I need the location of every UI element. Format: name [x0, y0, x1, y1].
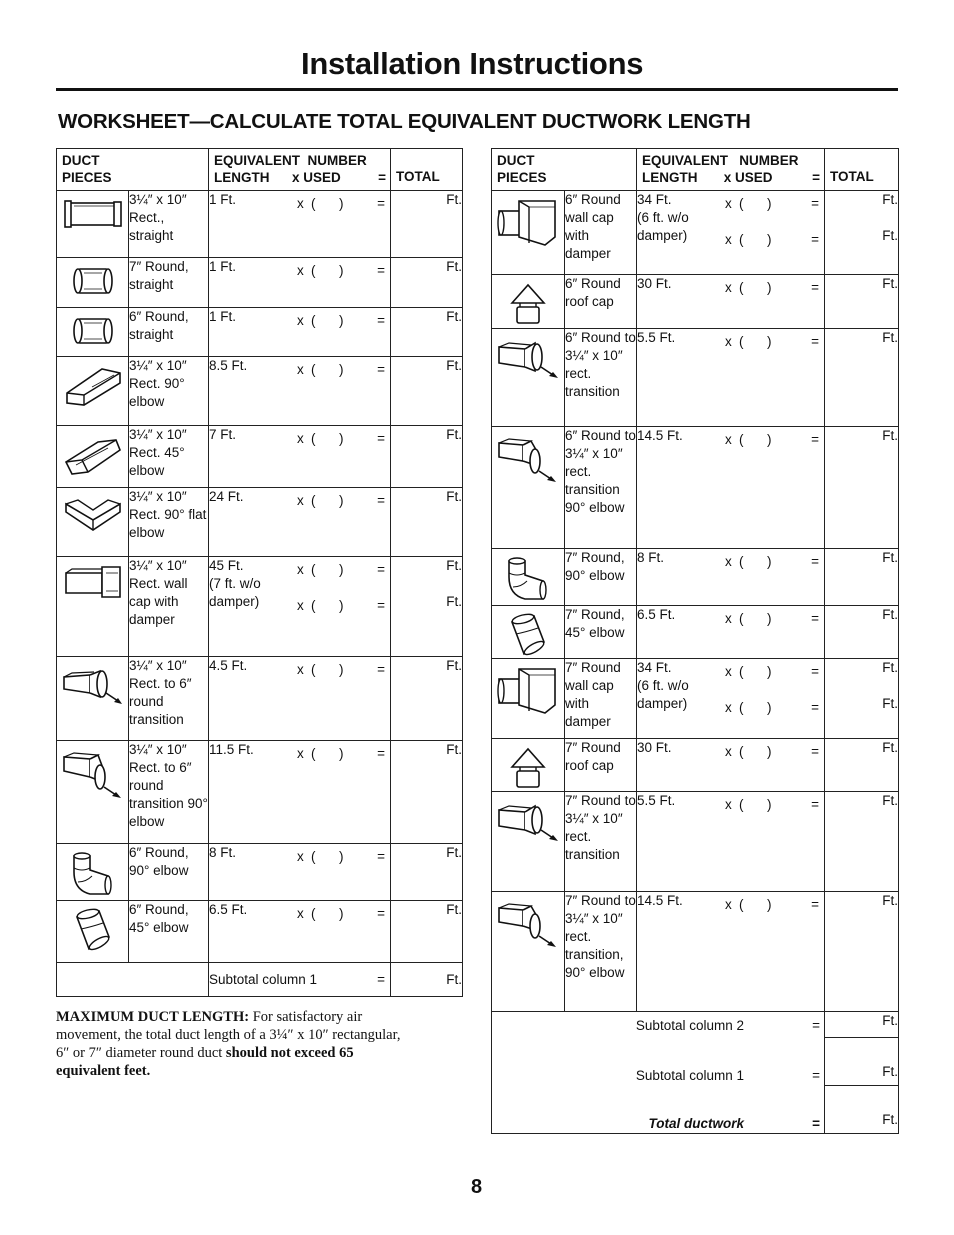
number-used-open[interactable]: (: [739, 664, 744, 679]
number-used-close: ): [767, 232, 772, 247]
total-unit: Ft.: [882, 696, 898, 711]
equivalent-number-cell: [637, 892, 825, 1012]
duct-piece-row: [57, 258, 463, 308]
equivalent-number-cell: [637, 792, 825, 892]
multiply-sign: x: [297, 906, 304, 921]
duct-piece-name: 7″ Round to 3¼″ x 10″ rect. transition: [565, 792, 637, 892]
header-duct-pieces: DUCT PIECES: [57, 149, 209, 191]
equivalent-length: 1 Ft.: [209, 309, 237, 324]
roof-cap-icon: [492, 739, 565, 792]
duct-piece-name: 6″ Round, straight: [129, 308, 209, 357]
number-used-close: ): [767, 554, 772, 569]
number-used-open[interactable]: (: [739, 700, 744, 715]
total-unit: Ft.: [446, 309, 462, 324]
equivalent-number-cell: [209, 901, 391, 963]
worksheet-table-left: [56, 148, 463, 997]
subtotal-col2-total[interactable]: Ft.: [825, 1012, 899, 1038]
equivalent-length: 6.5 Ft.: [637, 607, 676, 622]
multiply-sign: x: [297, 746, 304, 761]
total-unit: Ft.: [882, 192, 898, 207]
number-used-open[interactable]: (: [311, 562, 316, 577]
number-used-close: ): [339, 746, 344, 761]
number-used-open[interactable]: (: [311, 662, 316, 677]
round-straight-icon: [57, 258, 129, 308]
equivalent-number-cell: [637, 191, 825, 275]
duct-piece-row: [57, 901, 463, 963]
total-unit: Ft.: [446, 489, 462, 504]
total-unit: Ft.: [446, 192, 462, 207]
equals-sign: =: [811, 334, 819, 349]
duct-piece-row: [492, 427, 899, 549]
equivalent-length: 7 Ft.: [209, 427, 237, 442]
number-used-open[interactable]: (: [739, 897, 744, 912]
number-used-open[interactable]: (: [311, 906, 316, 921]
number-used-open[interactable]: (: [739, 611, 744, 626]
multiply-sign: x: [725, 664, 732, 679]
total-cell[interactable]: [825, 191, 899, 275]
multiply-sign: x: [725, 280, 732, 295]
duct-piece-name: 7″ Round, straight: [129, 258, 209, 308]
equivalent-length: 8.5 Ft.: [209, 358, 248, 373]
subtotal-col1-total[interactable]: Ft.: [825, 1038, 899, 1086]
multiply-sign: x: [725, 554, 732, 569]
number-used-open[interactable]: (: [311, 849, 316, 864]
equivalent-number-cell: [209, 258, 391, 308]
header-total: TOTAL: [391, 149, 463, 191]
number-used-open[interactable]: (: [739, 744, 744, 759]
total-unit: Ft.: [882, 228, 898, 243]
number-used-close: ): [339, 598, 344, 613]
duct-piece-row: [57, 191, 463, 258]
equivalent-number-cell: [637, 329, 825, 427]
roof-cap-icon: [492, 275, 565, 329]
total-unit: Ft.: [446, 902, 462, 917]
multiply-sign: x: [297, 362, 304, 377]
duct-piece-row: [57, 357, 463, 426]
rect-wall-cap-icon: [57, 557, 129, 657]
title-rule: [56, 88, 898, 91]
rect-straight-icon: [57, 191, 129, 258]
equals-sign: =: [377, 493, 385, 508]
equivalent-length: 8 Ft.: [209, 845, 237, 860]
page-number: 8: [471, 1176, 483, 1198]
number-used-open[interactable]: (: [311, 746, 316, 761]
multiply-sign: x: [297, 598, 304, 613]
equals-sign: =: [811, 280, 819, 295]
number-used-close: ): [767, 196, 772, 211]
duct-piece-row: [57, 557, 463, 657]
equivalent-number-cell: [209, 557, 391, 657]
equivalent-length: 30 Ft.: [637, 740, 672, 755]
equals-sign: =: [377, 598, 385, 613]
number-used-close: ): [767, 280, 772, 295]
equivalent-number-cell: [209, 426, 391, 488]
equals-sign: =: [377, 849, 385, 864]
round-wall-cap-icon: [492, 191, 565, 275]
number-used-close: ): [339, 263, 344, 278]
equivalent-number-cell: [209, 844, 391, 901]
duct-piece-row: [57, 488, 463, 557]
duct-piece-name: 7″ Round, 45° elbow: [565, 606, 637, 659]
duct-piece-name: 7″ Round wall cap with damper: [565, 659, 637, 739]
duct-piece-name: 3¼″ x 10″ Rect. to 6″ round transition: [129, 657, 209, 741]
duct-piece-row: [492, 275, 899, 329]
equivalent-length: 1 Ft.: [209, 192, 237, 207]
total-unit: Ft.: [882, 793, 898, 808]
subtotal-col2-row: Subtotal column 2 = Subtotal column 1 = Total ductwork = Ft.: [492, 1012, 899, 1038]
duct-piece-name: 6″ Round wall cap with damper: [565, 191, 637, 275]
round-to-rect-transition-icon: [492, 792, 565, 892]
total-cell[interactable]: [825, 792, 899, 892]
total-cell[interactable]: [391, 488, 463, 557]
duct-piece-name: 3¼″ x 10″ Rect. 90° flat elbow: [129, 488, 209, 557]
equals-sign: =: [811, 611, 819, 626]
multiply-sign: x: [297, 562, 304, 577]
number-used-open[interactable]: (: [311, 263, 316, 278]
multiply-sign: x: [725, 196, 732, 211]
total-cell[interactable]: [391, 308, 463, 357]
equals-sign: =: [377, 263, 385, 278]
equivalent-number-cell: [637, 427, 825, 549]
equals-sign: =: [811, 797, 819, 812]
duct-piece-row: [57, 844, 463, 901]
duct-piece-name: 3¼″ x 10″ Rect. 45° elbow: [129, 426, 209, 488]
duct-piece-row: [492, 792, 899, 892]
total-unit: Ft.: [446, 427, 462, 442]
subtotal-row: Subtotal column 1 = Ft.: [57, 963, 463, 997]
equivalent-length: 8 Ft.: [637, 550, 665, 565]
equals-sign: =: [811, 196, 819, 211]
duct-piece-name: 7″ Round to 3¼″ x 10″ rect. transition, 90° elbow: [565, 892, 637, 1012]
equals-sign: =: [811, 232, 819, 247]
total-cell[interactable]: [391, 426, 463, 488]
equivalent-number-cell: [637, 606, 825, 659]
number-used-open[interactable]: (: [739, 196, 744, 211]
max-duct-length-note: MAXIMUM DUCT LENGTH: For satisfactory air movement, the total duct length of a 3¼″ x 10″ rectangular, 6″ or 7″ diameter round duct should not exceed 65 equivalent feet.: [56, 1009, 401, 1079]
round-wall-cap-icon: [492, 659, 565, 739]
rect-to-round-elbow-icon: [57, 741, 129, 844]
multiply-sign: x: [297, 849, 304, 864]
duct-piece-row: [57, 308, 463, 357]
number-used-close: ): [339, 562, 344, 577]
equals-sign: =: [377, 562, 385, 577]
duct-piece-row: [492, 892, 899, 1012]
equivalent-number-cell: [637, 659, 825, 739]
multiply-sign: x: [297, 263, 304, 278]
duct-piece-name: 3¼″ x 10″ Rect. to 6″ round transition 90° elbow: [129, 741, 209, 844]
multiply-sign: x: [725, 700, 732, 715]
header-duct-pieces: DUCT PIECES: [492, 149, 637, 191]
duct-piece-name: 6″ Round, 90° elbow: [129, 844, 209, 901]
duct-piece-row: [492, 329, 899, 427]
equivalent-length: 14.5 Ft.: [637, 893, 683, 908]
multiply-sign: x: [725, 797, 732, 812]
equivalent-length: 45 Ft. (7 ft. w/o damper): [209, 558, 261, 609]
duct-piece-name: 6″ Round to 3¼″ x 10″ rect. transition: [565, 329, 637, 427]
equivalent-number-cell: [209, 357, 391, 426]
equivalent-length: 24 Ft.: [209, 489, 244, 504]
subtotal-col2-label: Subtotal column 2: [635, 1018, 744, 1033]
total-unit: Ft.: [882, 740, 898, 755]
number-used-close: ): [767, 897, 772, 912]
number-used-open[interactable]: (: [311, 431, 316, 446]
number-used-open[interactable]: (: [311, 362, 316, 377]
equivalent-length: 14.5 Ft.: [637, 428, 683, 443]
header-equiv-number: EQUIVALENT NUMBER LENGTH x USED =: [209, 149, 391, 191]
subtotal-label: Subtotal column 1: [209, 971, 318, 987]
number-used-open[interactable]: (: [739, 232, 744, 247]
rect-to-round-transition-icon: [57, 657, 129, 741]
duct-piece-row: [57, 741, 463, 844]
number-used-close: ): [339, 662, 344, 677]
rect-flat-elbow-icon: [57, 488, 129, 557]
equivalent-number-cell: [209, 488, 391, 557]
equals-sign: =: [377, 313, 385, 328]
equivalent-number-cell: [209, 308, 391, 357]
duct-piece-name: 6″ Round, 45° elbow: [129, 901, 209, 963]
total-cell[interactable]: [391, 657, 463, 741]
duct-piece-name: 3¼″ x 10″ Rect., straight: [129, 191, 209, 258]
duct-piece-row: [492, 549, 899, 606]
duct-piece-row: [57, 657, 463, 741]
equals-sign: =: [811, 554, 819, 569]
total-cell[interactable]: [391, 357, 463, 426]
round-90-elbow-icon: [492, 549, 565, 606]
total-cell[interactable]: [825, 739, 899, 792]
number-used-close: ): [767, 744, 772, 759]
equals-sign: =: [377, 196, 385, 211]
equals-sign: =: [377, 431, 385, 446]
subtotal-col1-label: Subtotal column 1: [635, 1068, 744, 1083]
total-cell[interactable]: [391, 844, 463, 901]
equals-sign: =: [377, 662, 385, 677]
number-used-close: ): [339, 196, 344, 211]
equals-sign: =: [811, 744, 819, 759]
number-used-close: ): [767, 432, 772, 447]
total-unit: Ft.: [882, 428, 898, 443]
total-cell[interactable]: [391, 258, 463, 308]
rect-90-elbow-icon: [57, 357, 129, 426]
equivalent-length: 34 Ft. (6 ft. w/o damper): [637, 192, 689, 243]
rect-45-elbow-icon: [57, 426, 129, 488]
number-used-open[interactable]: (: [739, 797, 744, 812]
equals-sign: =: [811, 897, 819, 912]
equivalent-number-cell: [637, 739, 825, 792]
total-cell[interactable]: [391, 741, 463, 844]
multiply-sign: x: [725, 897, 732, 912]
round-to-rect-elbow-icon: [492, 427, 565, 549]
total-cell[interactable]: [391, 191, 463, 258]
duct-piece-name: 6″ Round roof cap: [565, 275, 637, 329]
duct-piece-row: [492, 659, 899, 739]
number-used-close: ): [339, 849, 344, 864]
total-cell[interactable]: [825, 549, 899, 606]
page-title: Installation Instructions: [301, 46, 644, 81]
equals-sign: =: [377, 362, 385, 377]
round-to-rect-elbow-icon: [492, 892, 565, 1012]
worksheet-table-right: [491, 148, 899, 1134]
worksheet-heading: WORKSHEET—CALCULATE TOTAL EQUIVALENT DUCTWORK LENGTH: [58, 110, 751, 133]
header-equiv-number: EQUIVALENT NUMBER LENGTH x USED =: [637, 149, 825, 191]
number-used-close: ): [339, 313, 344, 328]
multiply-sign: x: [297, 313, 304, 328]
total-cell[interactable]: [825, 329, 899, 427]
multiply-sign: x: [297, 196, 304, 211]
number-used-close: ): [339, 493, 344, 508]
equivalent-length: 1 Ft.: [209, 259, 237, 274]
multiply-sign: x: [297, 431, 304, 446]
round-45-elbow-icon: [492, 606, 565, 659]
number-used-open[interactable]: (: [739, 334, 744, 349]
total-unit: Ft.: [446, 845, 462, 860]
number-used-close: ): [767, 611, 772, 626]
equivalent-number-cell: [637, 549, 825, 606]
equals-sign: =: [377, 746, 385, 761]
round-90-elbow-icon: [57, 844, 129, 901]
multiply-sign: x: [297, 662, 304, 677]
number-used-close: ): [767, 700, 772, 715]
multiply-sign: x: [725, 232, 732, 247]
total-unit: Ft.: [882, 276, 898, 291]
number-used-open[interactable]: (: [739, 280, 744, 295]
equivalent-length: 5.5 Ft.: [637, 330, 676, 345]
equivalent-number-cell: [637, 275, 825, 329]
total-unit: Ft.: [882, 893, 898, 908]
total-cell[interactable]: [825, 275, 899, 329]
multiply-sign: x: [297, 493, 304, 508]
duct-piece-row: [57, 426, 463, 488]
number-used-open[interactable]: (: [739, 432, 744, 447]
equivalent-number-cell: [209, 657, 391, 741]
subtotal-total[interactable]: Ft.: [391, 963, 463, 997]
number-used-open[interactable]: (: [311, 196, 316, 211]
duct-piece-row: [492, 191, 899, 275]
total-unit: Ft.: [882, 330, 898, 345]
equals-sign: =: [811, 664, 819, 679]
duct-piece-name: 7″ Round roof cap: [565, 739, 637, 792]
equals-sign: =: [377, 906, 385, 921]
multiply-sign: x: [725, 334, 732, 349]
total-ductwork-label: Total ductwork: [648, 1116, 744, 1131]
header-total: TOTAL: [825, 149, 899, 191]
total-cell[interactable]: [825, 606, 899, 659]
equivalent-length: 6.5 Ft.: [209, 902, 248, 917]
number-used-open[interactable]: (: [311, 598, 316, 613]
duct-piece-name: 3¼″ x 10″ Rect. 90° elbow: [129, 357, 209, 426]
duct-piece-name: 6″ Round to 3¼″ x 10″ rect. transition 90° elbow: [565, 427, 637, 549]
number-used-open[interactable]: (: [739, 554, 744, 569]
number-used-close: ): [767, 334, 772, 349]
equivalent-number-cell: [209, 191, 391, 258]
equivalent-length: 4.5 Ft.: [209, 658, 248, 673]
duct-piece-name: 3¼″ x 10″ Rect. wall cap with damper: [129, 557, 209, 657]
round-straight-icon: [57, 308, 129, 357]
equivalent-length: 30 Ft.: [637, 276, 672, 291]
equivalent-length: 11.5 Ft.: [209, 742, 254, 757]
total-cell[interactable]: [391, 557, 463, 657]
total-unit: Ft.: [446, 259, 462, 274]
duct-piece-row: [492, 606, 899, 659]
number-used-close: ): [767, 797, 772, 812]
total-ductwork-total[interactable]: Ft.: [825, 1086, 899, 1134]
number-used-open[interactable]: (: [311, 493, 316, 508]
total-unit: Ft.: [446, 358, 462, 373]
total-unit: Ft.: [446, 658, 462, 673]
total-unit: Ft.: [882, 550, 898, 565]
equivalent-length: 5.5 Ft.: [637, 793, 676, 808]
total-unit: Ft.: [882, 660, 898, 675]
number-used-open[interactable]: (: [311, 313, 316, 328]
total-cell[interactable]: [825, 659, 899, 739]
round-45-elbow-icon: [57, 901, 129, 963]
number-used-close: ): [339, 906, 344, 921]
equals-sign: =: [811, 432, 819, 447]
total-cell[interactable]: [825, 892, 899, 1012]
equivalent-length: 34 Ft. (6 ft. w/o damper): [637, 660, 689, 711]
duct-piece-name: 7″ Round, 90° elbow: [565, 549, 637, 606]
total-unit: Ft.: [446, 558, 462, 573]
round-to-rect-transition-icon: [492, 329, 565, 427]
total-cell[interactable]: [825, 427, 899, 549]
total-unit: Ft.: [882, 607, 898, 622]
total-unit: Ft.: [446, 594, 462, 609]
number-used-close: ): [767, 664, 772, 679]
total-cell[interactable]: [391, 901, 463, 963]
number-used-close: ): [339, 362, 344, 377]
total-unit: Ft.: [446, 742, 462, 757]
equals-sign: =: [811, 700, 819, 715]
number-used-close: ): [339, 431, 344, 446]
multiply-sign: x: [725, 744, 732, 759]
equivalent-number-cell: [209, 741, 391, 844]
multiply-sign: x: [725, 611, 732, 626]
duct-piece-row: [492, 739, 899, 792]
multiply-sign: x: [725, 432, 732, 447]
